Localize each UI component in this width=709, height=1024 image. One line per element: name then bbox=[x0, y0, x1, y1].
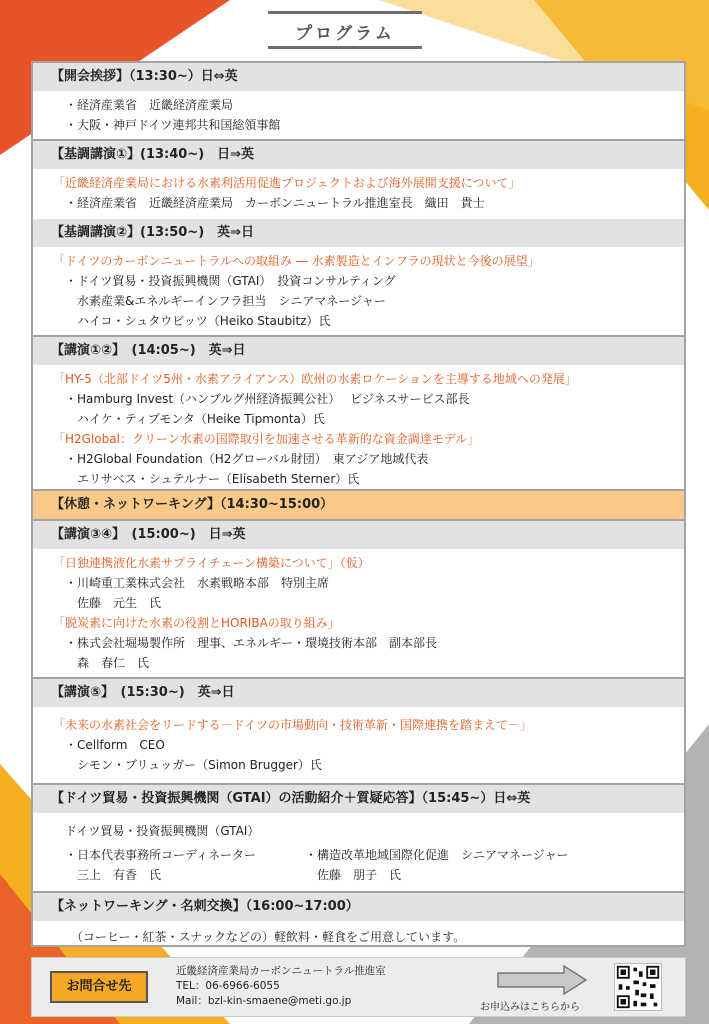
section-header: 【基調講演②】(13:50~) 英⇒日 bbox=[33, 219, 684, 247]
section-gtai bbox=[33, 783, 684, 891]
section-header: 【ドイツ貿易・投資振興機関（GTAI）の活動紹介＋質疑応答】（15:45~）日⇔英 bbox=[33, 785, 684, 813]
talk-topic: 「近畿経済産業局における水素利活用促進プロジェクトおよび海外展開支援について」 bbox=[53, 176, 521, 190]
title-block bbox=[268, 11, 422, 49]
speaker-name: 佐藤 元生 氏 bbox=[77, 596, 162, 610]
section-opening bbox=[33, 63, 684, 139]
section-header: 【講演③④】 (15:00~) 日⇒英 bbox=[33, 521, 684, 549]
speaker-line: ・株式会社堀場製作所 理事、エネルギー・環境技術本部 副本部長 bbox=[65, 636, 438, 650]
speaker-name: 森 春仁 氏 bbox=[77, 656, 150, 670]
section-header: 【ネットワーキング・名刺交換】（16:00~17:00） bbox=[33, 893, 684, 921]
title-rule-bottom bbox=[268, 46, 422, 49]
qr-code-icon[interactable] bbox=[614, 963, 662, 1011]
section-header-break: 【休憩・ネットワーキング】（14:30~15:00） bbox=[33, 491, 684, 519]
contact-mail[interactable]: Mail：bzl-kin-smaene@meti.go.jp bbox=[176, 995, 352, 1007]
speaker-line: ・ドイツ貿易・投資振興機関（GTAI） 投資コンサルティング bbox=[65, 274, 396, 288]
section-talks-3-4 bbox=[33, 519, 684, 677]
section-networking bbox=[33, 891, 684, 947]
speaker-role-right: ・構造改革地域国際化促進 シニアマネージャー bbox=[305, 848, 569, 862]
arrow-right-icon bbox=[496, 964, 588, 996]
speaker-line: 水素産業&エネルギーインフラ担当 シニアマネージャー bbox=[77, 294, 386, 308]
talk-topic: 「HY-5（北部ドイツ5州・水素アライアンス）欧州の水素ロケーションを主導する地域への発展」 bbox=[53, 372, 577, 386]
section-keynote-1 bbox=[33, 139, 684, 219]
section-header: 【基調講演①】(13:40~) 日⇒英 bbox=[33, 141, 684, 169]
speaker-line: ・H2Global Foundation（H2グローバル財団） 東アジア地域代表 bbox=[65, 452, 429, 466]
contact-panel bbox=[31, 957, 686, 1017]
talk-topic: 「脱炭素に向けた水素の役割とHORIBAの取り組み」 bbox=[53, 616, 340, 630]
speaker-line: ・Hamburg Invest（ハンブルグ州経済振興公社） ビジネスサービス部長 bbox=[65, 392, 470, 406]
section-talk-5 bbox=[33, 677, 684, 783]
speaker-name: エリサベス・シュテルナー（Elisabeth Sterner）氏 bbox=[77, 472, 360, 486]
talk-topic: 「ドイツのカーボンニュートラルへの取組み ― 水素製造とインフラの現状と今後の展望」 bbox=[53, 254, 540, 268]
refreshments-note: （コーヒー・紅茶・スナックなどの）軽飲料・軽食をご用意しています。 bbox=[71, 930, 466, 944]
program-table bbox=[31, 61, 686, 947]
section-keynote-2 bbox=[33, 219, 684, 335]
section-break bbox=[33, 489, 684, 519]
title-rule-top bbox=[268, 11, 422, 14]
section-header: 【講演⑤】 (15:30~) 英⇒日 bbox=[33, 679, 684, 707]
speaker-line: ・経済産業省 近畿経済産業局 カーボンニュートラル推進室長 織田 貴士 bbox=[65, 196, 485, 210]
talk-topic: 「H2Global：クリーン水素の国際取引を加速させる革新的な資金調達モデル」 bbox=[53, 432, 480, 446]
speaker-name: ハイコ・シュタウビッツ（Heiko Staubitz）氏 bbox=[77, 314, 331, 328]
speaker-line: ・川崎重工業株式会社 水素戦略本部 特別主席 bbox=[65, 576, 330, 590]
section-header: 【講演①②】 (14:05~) 英⇒日 bbox=[33, 337, 684, 365]
speaker-name: ハイケ・ティプモンタ（Heike Tipmonta）氏 bbox=[77, 412, 325, 426]
contact-dept: 近畿経済産業局カーボンニュートラル推進室 bbox=[176, 965, 386, 977]
apply-link-text[interactable]: お申込みはこちらから bbox=[480, 1002, 580, 1013]
org-line: ドイツ貿易・投資振興機関（GTAI） bbox=[65, 824, 260, 838]
talk-topic: 「日独連携液化水素サプライチェーン構築について」（仮） bbox=[53, 556, 370, 570]
speaker-role-left: ・日本代表事務所コーディネーター bbox=[65, 848, 257, 862]
contact-info bbox=[176, 964, 386, 1009]
speaker-line: ・経済産業省 近畿経済産業局 bbox=[65, 98, 234, 112]
section-talks-1-2 bbox=[33, 335, 684, 489]
speaker-name: シモン・ブリュッガー（Simon Brugger）氏 bbox=[77, 758, 322, 772]
section-header: 【開会挨拶】（13:30~）日⇔英 bbox=[33, 63, 684, 91]
page-title: プログラム bbox=[295, 24, 395, 44]
speaker-name-right: 佐藤 朋子 氏 bbox=[317, 868, 402, 882]
talk-topic: 「未来の水素社会をリードする－ドイツの市場動向・技術革新・国際連携を踏まえて－」 bbox=[53, 718, 533, 732]
contact-tel: TEL：06-6966-6055 bbox=[176, 980, 280, 992]
speaker-line: ・大阪・神戸ドイツ連邦共和国総領事館 bbox=[65, 118, 281, 132]
speaker-name-left: 三上 有香 氏 bbox=[77, 868, 162, 882]
speaker-line: ・Cellform CEO bbox=[65, 738, 165, 752]
contact-label: お問合せ先 bbox=[50, 971, 148, 1003]
